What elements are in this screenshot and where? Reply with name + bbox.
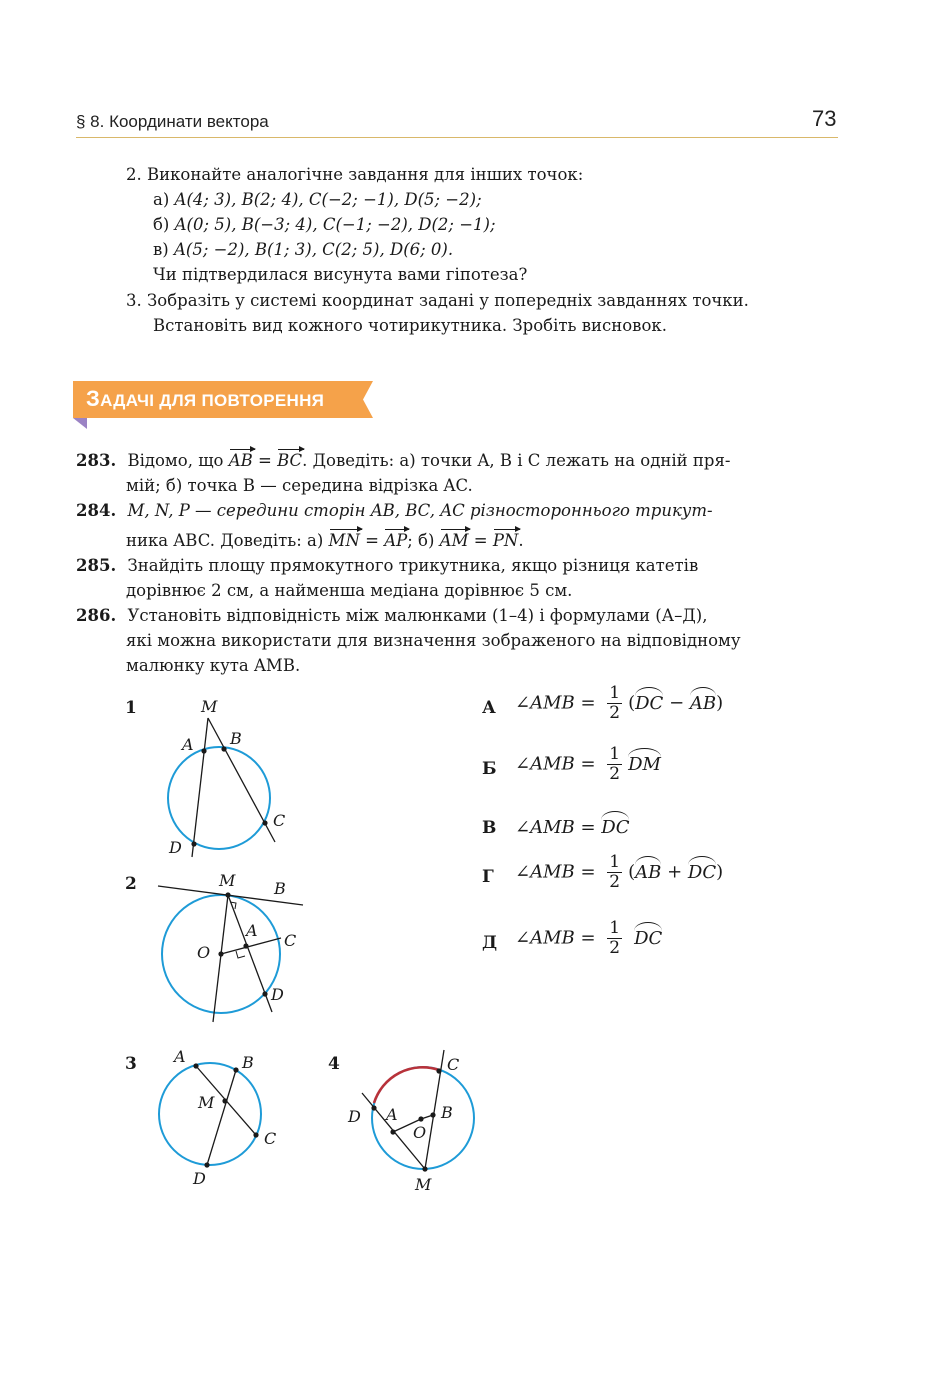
figure-1	[150, 690, 300, 865]
vector-ab: AB	[229, 448, 253, 473]
label-c: C	[447, 1055, 460, 1074]
problem-283: 283. Відомо, що AB = BC. Доведіть: а) точки A, B і C лежать на одній пря-	[76, 448, 730, 473]
label-d: D	[348, 1107, 361, 1126]
label-d: D	[169, 838, 182, 857]
formula-v: ∠AMB = DC	[515, 817, 630, 838]
task-3-line1: 3. Зобразіть у системі координат задані у попередніх завданнях точки.	[126, 291, 749, 310]
formula-label-b: Б	[482, 759, 497, 779]
label-d: D	[271, 985, 284, 1004]
problem-285: 285. Знайдіть площу прямокутного трикутника, якщо різниця катетів	[76, 556, 699, 575]
banner-fold-corner	[73, 418, 89, 430]
figure-number-1: 1	[125, 698, 137, 718]
problem-285-line2: дорівнює 2 см, а найменша медіана дорівнює 5 см.	[126, 581, 573, 600]
label-a: A	[246, 921, 258, 940]
task-2v: в) A(5; −2), B(1; 3), C(2; 5), D(6; 0).	[153, 240, 454, 259]
figure-3	[150, 1045, 290, 1195]
figure-number-2: 2	[125, 874, 137, 894]
problem-286-line3: малюнку кута AMB.	[126, 656, 301, 675]
figure-4	[340, 1045, 480, 1195]
page-number: 73	[812, 106, 837, 131]
problem-286-line2: які можна використати для визначення зображеного на відповідному	[126, 631, 741, 650]
label-c: C	[273, 811, 286, 830]
label-m: M	[198, 1093, 215, 1112]
formula-label-d: Д	[482, 933, 498, 953]
label-m: M	[219, 871, 236, 890]
label-m: M	[415, 1175, 432, 1194]
arc-dc	[374, 1067, 439, 1103]
label-a: A	[386, 1105, 398, 1124]
label-m: M	[201, 697, 218, 716]
task-2: 2. Виконайте аналогічне завдання для інших точок:	[126, 165, 584, 184]
header-divider	[76, 137, 838, 138]
formula-b: ∠AMB = $\frac{1}{2}$ DM	[515, 744, 661, 784]
label-o: O	[413, 1123, 427, 1142]
task-2-question: Чи підтвердилася висунута вами гіпотеза?	[153, 265, 528, 284]
problem-284: 284. M, N, P — середини сторін AB, BC, AC різностороннього трикут-	[76, 501, 713, 520]
formula-a: ∠AMB = $\frac{1}{2}$ (DC − AB)	[515, 683, 724, 723]
formula-label-a: А	[482, 698, 496, 718]
label-c: C	[264, 1129, 277, 1148]
formula-label-v: В	[482, 818, 497, 838]
label-b: B	[242, 1053, 254, 1072]
figure-number-4: 4	[328, 1054, 340, 1074]
label-a: A	[182, 735, 194, 754]
formula-g: ∠AMB = $\frac{1}{2}$ (AB + DC)	[515, 852, 724, 892]
problem-286: 286. Установіть відповідність між малюнками (1–4) і формулами (А–Д),	[76, 606, 708, 625]
formula-d: ∠AMB = $\frac{1}{2}$ DC	[515, 918, 663, 958]
figure-2	[150, 865, 310, 1030]
circle	[168, 747, 270, 849]
label-a: A	[174, 1047, 186, 1066]
label-c: C	[284, 931, 297, 950]
section-title: § 8. Координати вектора	[76, 112, 269, 131]
circle	[159, 1063, 261, 1165]
vector-bc: BC	[277, 448, 302, 473]
banner-title: ЗАДАЧІ ДЛЯ ПОВТОРЕННЯ	[86, 386, 325, 411]
problem-284-line2: ника ABC. Доведіть: а) MN = AP; б) AM = PN.	[126, 528, 524, 553]
problem-283-line2: мій; б) точка B — середина відрізка AC.	[126, 476, 473, 495]
label-b: B	[274, 879, 286, 898]
task-2b: б) A(0; 5), B(−3; 4), C(−1; −2), D(2; −1);	[153, 215, 496, 234]
task-3-line2: Встановіть вид кожного чотирикутника. Зробіть висновок.	[153, 316, 667, 335]
label-b: B	[230, 729, 242, 748]
label-o: O	[197, 943, 211, 962]
label-b: B	[441, 1103, 453, 1122]
figure-number-3: 3	[125, 1054, 137, 1074]
formula-label-g: Г	[482, 867, 494, 887]
task-2a: а) A(4; 3), B(2; 4), C(−2; −1), D(5; −2);	[153, 190, 482, 209]
label-d: D	[193, 1169, 206, 1188]
